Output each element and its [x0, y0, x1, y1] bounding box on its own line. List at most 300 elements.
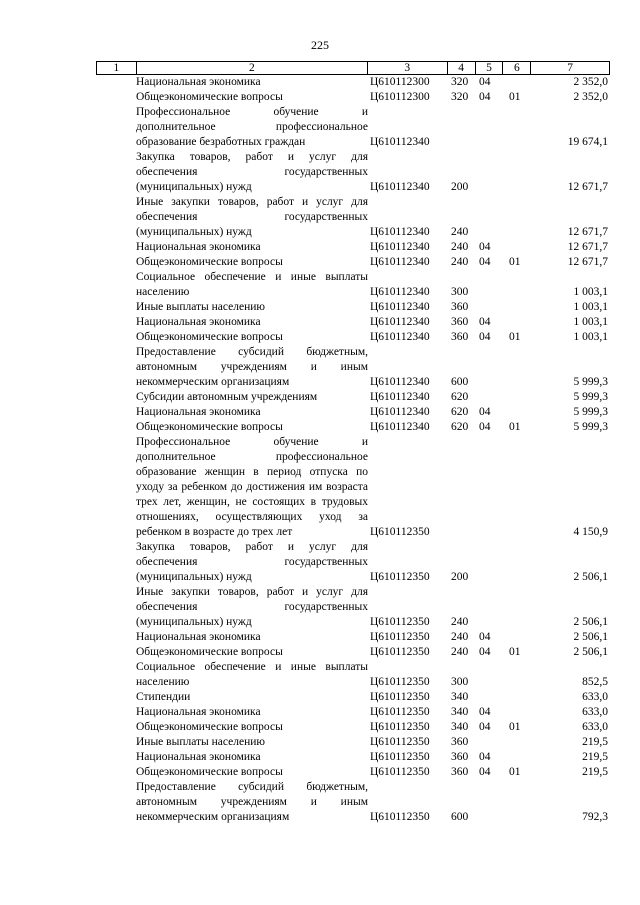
row-vr-text: 360 [451, 301, 469, 313]
row-sum-text: 633,0 [582, 691, 608, 703]
row-code-text: Ц610112300 [370, 76, 430, 88]
row-sum [532, 75, 610, 90]
row-name-text: Иные закупки товаров, работ и услуг для обеспечения государственных (муниципальных) нужд [136, 586, 368, 628]
row-code-text: Ц610112340 [370, 316, 430, 328]
row-sum [532, 630, 610, 645]
row-pr-text: 01 [509, 331, 521, 343]
row-vr-text: 360 [451, 736, 469, 748]
row-vr [448, 255, 476, 270]
row-sum [532, 690, 610, 705]
row-vr [448, 765, 476, 780]
row-vr-text: 240 [451, 631, 469, 643]
row-name [136, 240, 368, 255]
row-vr [448, 390, 476, 405]
row-name [136, 420, 368, 435]
row-code-text: Ц610112340 [370, 406, 430, 418]
row-code-text: Ц610112340 [370, 301, 430, 313]
row-sum-text: 219,5 [582, 736, 608, 748]
row-vr [448, 240, 476, 255]
row-spacer [96, 255, 136, 270]
table-row [96, 270, 610, 300]
row-name-text: Общеэкономические вопросы [136, 646, 283, 658]
row-pr [504, 780, 532, 825]
row-code [368, 300, 448, 315]
row-sum-text: 2 506,1 [573, 631, 608, 643]
table-row [96, 195, 610, 240]
row-name [136, 690, 368, 705]
row-rz [476, 435, 504, 540]
row-pr [504, 720, 532, 735]
table-row [96, 90, 610, 105]
row-vr [448, 150, 476, 195]
row-sum-text: 633,0 [582, 706, 608, 718]
row-spacer [96, 585, 136, 630]
row-vr [448, 690, 476, 705]
row-rz [476, 660, 504, 690]
row-vr [448, 435, 476, 540]
row-vr [448, 90, 476, 105]
row-code-text: Ц610112300 [370, 91, 430, 103]
row-code [368, 75, 448, 90]
row-pr-text: 01 [509, 721, 521, 733]
row-name-text: Закупка товаров, работ и услуг для обеспечения государственных (муниципальных) нужд [136, 151, 368, 193]
table-row [96, 240, 610, 255]
row-sum [532, 345, 610, 390]
row-name [136, 585, 368, 630]
row-pr [504, 750, 532, 765]
row-code-text: Ц610112340 [370, 241, 430, 253]
row-name-text: Национальная экономика [136, 406, 261, 418]
row-name-text: Социальное обеспечение и иные выплаты населению [136, 661, 368, 688]
row-code [368, 90, 448, 105]
row-name-text: Социальное обеспечение и иные выплаты населению [136, 271, 368, 298]
row-code [368, 405, 448, 420]
row-name [136, 645, 368, 660]
row-name [136, 150, 368, 195]
row-rz [476, 150, 504, 195]
row-vr [448, 345, 476, 390]
row-code [368, 330, 448, 345]
row-rz [476, 330, 504, 345]
row-sum [532, 780, 610, 825]
row-name-text: Профессиональное обучение и дополнительное профессиональное образование безработных граждан [136, 106, 368, 148]
row-rz [476, 405, 504, 420]
row-spacer [96, 630, 136, 645]
row-vr-text: 600 [451, 376, 469, 388]
row-rz [476, 300, 504, 315]
row-rz-text: 04 [479, 421, 491, 433]
row-code [368, 750, 448, 765]
row-code [368, 720, 448, 735]
table-row [96, 75, 610, 90]
row-sum [532, 390, 610, 405]
row-name-text: Общеэкономические вопросы [136, 766, 283, 778]
row-code [368, 645, 448, 660]
row-vr-text: 320 [451, 91, 469, 103]
row-code-text: Ц610112340 [370, 256, 430, 268]
row-sum [532, 660, 610, 690]
row-rz [476, 240, 504, 255]
row-vr [448, 750, 476, 765]
row-name [136, 705, 368, 720]
row-rz [476, 315, 504, 330]
row-sum [532, 540, 610, 585]
row-sum [532, 435, 610, 540]
row-code-text: Ц610112350 [370, 706, 430, 718]
row-name [136, 735, 368, 750]
row-code-text: Ц610112340 [370, 391, 430, 403]
row-vr-text: 360 [451, 331, 469, 343]
row-rz-text: 04 [479, 766, 491, 778]
row-vr-text: 340 [451, 721, 469, 733]
row-name [136, 765, 368, 780]
row-pr [504, 105, 532, 150]
row-spacer [96, 195, 136, 240]
table-body [96, 75, 610, 825]
row-name-text: Национальная экономика [136, 241, 261, 253]
row-sum [532, 90, 610, 105]
row-vr [448, 300, 476, 315]
row-code [368, 390, 448, 405]
row-rz [476, 645, 504, 660]
row-sum-text: 5 999,3 [573, 376, 608, 388]
row-rz-text: 04 [479, 751, 491, 763]
row-sum-text: 5 999,3 [573, 421, 608, 433]
row-name-text: Общеэкономические вопросы [136, 91, 283, 103]
row-rz [476, 345, 504, 390]
row-name [136, 300, 368, 315]
row-sum [532, 300, 610, 315]
row-spacer [96, 90, 136, 105]
row-spacer [96, 735, 136, 750]
row-spacer [96, 645, 136, 660]
row-vr-text: 240 [451, 646, 469, 658]
table-row [96, 150, 610, 195]
row-code [368, 240, 448, 255]
row-sum [532, 330, 610, 345]
row-vr [448, 195, 476, 240]
row-sum-text: 2 352,0 [573, 91, 608, 103]
row-pr [504, 390, 532, 405]
row-name-text: Стипендии [136, 691, 191, 703]
row-rz [476, 540, 504, 585]
row-pr-text: 01 [509, 421, 521, 433]
row-vr-text: 300 [451, 676, 469, 688]
row-spacer [96, 720, 136, 735]
row-code [368, 270, 448, 300]
row-pr-text: 01 [509, 646, 521, 658]
row-sum [532, 150, 610, 195]
row-spacer [96, 660, 136, 690]
row-pr [504, 765, 532, 780]
row-name-text: Национальная экономика [136, 706, 261, 718]
row-name-text: Общеэкономические вопросы [136, 721, 283, 733]
row-rz [476, 705, 504, 720]
row-spacer [96, 315, 136, 330]
row-name-text: Закупка товаров, работ и услуг для обеспечения государственных (муниципальных) нужд [136, 541, 368, 583]
row-sum [532, 735, 610, 750]
row-spacer [96, 105, 136, 150]
row-vr [448, 540, 476, 585]
row-rz-text: 04 [479, 646, 491, 658]
row-sum [532, 765, 610, 780]
row-name [136, 660, 368, 690]
row-vr [448, 270, 476, 300]
row-sum-text: 19 674,1 [567, 136, 608, 148]
header-col-2: 2 [137, 62, 368, 74]
row-sum-text: 2 506,1 [573, 646, 608, 658]
row-sum-text: 219,5 [582, 766, 608, 778]
row-code [368, 255, 448, 270]
row-vr-text: 240 [451, 616, 469, 628]
row-rz-text: 04 [479, 721, 491, 733]
row-sum-text: 2 352,0 [573, 76, 608, 88]
row-code [368, 195, 448, 240]
row-sum [532, 105, 610, 150]
row-code-text: Ц610112340 [370, 136, 430, 148]
row-code [368, 660, 448, 690]
row-rz [476, 585, 504, 630]
row-vr-text: 300 [451, 286, 469, 298]
row-vr-text: 340 [451, 706, 469, 718]
row-rz [476, 420, 504, 435]
row-code-text: Ц610112350 [370, 751, 430, 763]
row-name [136, 345, 368, 390]
table-row [96, 705, 610, 720]
row-vr [448, 405, 476, 420]
row-rz-text: 04 [479, 76, 491, 88]
row-sum-text: 219,5 [582, 751, 608, 763]
row-sum [532, 255, 610, 270]
row-code-text: Ц610112350 [370, 526, 430, 538]
row-sum [532, 240, 610, 255]
row-sum [532, 750, 610, 765]
row-sum-text: 1 003,1 [573, 286, 608, 298]
row-rz [476, 630, 504, 645]
row-pr [504, 75, 532, 90]
row-name [136, 435, 368, 540]
row-vr-text: 240 [451, 256, 469, 268]
header-col-6: 6 [503, 62, 531, 74]
row-spacer [96, 780, 136, 825]
row-name [136, 270, 368, 300]
row-code [368, 630, 448, 645]
row-code-text: Ц610112350 [370, 631, 430, 643]
table-row [96, 540, 610, 585]
row-pr [504, 435, 532, 540]
row-code [368, 690, 448, 705]
row-rz [476, 75, 504, 90]
row-name [136, 315, 368, 330]
table-row [96, 105, 610, 150]
row-vr-text: 200 [451, 571, 469, 583]
row-code-text: Ц610112350 [370, 736, 430, 748]
row-code [368, 765, 448, 780]
row-sum [532, 585, 610, 630]
row-name [136, 780, 368, 825]
table-row [96, 630, 610, 645]
row-vr [448, 705, 476, 720]
row-code-text: Ц610112350 [370, 571, 430, 583]
row-sum-text: 12 671,7 [567, 256, 608, 268]
row-code-text: Ц610112340 [370, 376, 430, 388]
row-name [136, 630, 368, 645]
row-pr [504, 195, 532, 240]
row-rz [476, 750, 504, 765]
row-code [368, 735, 448, 750]
row-rz [476, 390, 504, 405]
row-code [368, 705, 448, 720]
row-sum-text: 12 671,7 [567, 181, 608, 193]
row-name [136, 90, 368, 105]
table-row [96, 300, 610, 315]
row-rz-text: 04 [479, 316, 491, 328]
row-rz-text: 04 [479, 631, 491, 643]
table-row [96, 750, 610, 765]
row-spacer [96, 750, 136, 765]
table-row [96, 585, 610, 630]
row-code-text: Ц610112350 [370, 676, 430, 688]
header-col-4: 4 [448, 62, 476, 74]
row-vr [448, 75, 476, 90]
row-name [136, 720, 368, 735]
row-rz [476, 735, 504, 750]
row-vr [448, 105, 476, 150]
row-vr-text: 600 [451, 811, 469, 823]
row-sum-text: 4 150,9 [573, 526, 608, 538]
table-row [96, 405, 610, 420]
table-row [96, 660, 610, 690]
row-code-text: Ц610112350 [370, 721, 430, 733]
row-pr [504, 330, 532, 345]
row-rz-text: 04 [479, 241, 491, 253]
row-vr-text: 240 [451, 226, 469, 238]
row-sum [532, 720, 610, 735]
row-pr-text: 01 [509, 91, 521, 103]
row-spacer [96, 75, 136, 90]
row-code-text: Ц610112350 [370, 646, 430, 658]
row-name [136, 105, 368, 150]
row-rz-text: 04 [479, 706, 491, 718]
row-spacer [96, 300, 136, 315]
row-name-text: Национальная экономика [136, 751, 261, 763]
row-code-text: Ц610112350 [370, 811, 430, 823]
row-name [136, 750, 368, 765]
row-code [368, 780, 448, 825]
table-row [96, 765, 610, 780]
row-code [368, 435, 448, 540]
row-spacer [96, 390, 136, 405]
row-pr [504, 705, 532, 720]
row-pr [504, 90, 532, 105]
row-name [136, 405, 368, 420]
row-code-text: Ц610112340 [370, 226, 430, 238]
row-pr-text: 01 [509, 766, 521, 778]
row-vr [448, 330, 476, 345]
row-name-text: Общеэкономические вопросы [136, 421, 283, 433]
row-vr-text: 320 [451, 76, 469, 88]
row-sum-text: 2 506,1 [573, 616, 608, 628]
header-col-5: 5 [476, 62, 504, 74]
table-row [96, 645, 610, 660]
row-vr-text: 200 [451, 181, 469, 193]
row-sum-text: 852,5 [582, 676, 608, 688]
row-sum-text: 1 003,1 [573, 301, 608, 313]
row-rz-text: 04 [479, 91, 491, 103]
row-name [136, 75, 368, 90]
row-name [136, 330, 368, 345]
row-rz [476, 765, 504, 780]
row-code [368, 585, 448, 630]
row-sum-text: 12 671,7 [567, 226, 608, 238]
row-code-text: Ц610112340 [370, 421, 430, 433]
row-pr-text: 01 [509, 256, 521, 268]
row-code-text: Ц610112350 [370, 766, 430, 778]
row-name-text: Общеэкономические вопросы [136, 331, 283, 343]
row-code-text: Ц610112340 [370, 286, 430, 298]
row-pr [504, 735, 532, 750]
row-vr [448, 315, 476, 330]
row-vr [448, 780, 476, 825]
row-pr [504, 255, 532, 270]
row-rz [476, 720, 504, 735]
row-pr [504, 270, 532, 300]
row-spacer [96, 405, 136, 420]
budget-table [96, 61, 610, 825]
row-vr-text: 340 [451, 691, 469, 703]
row-code-text: Ц610112350 [370, 616, 430, 628]
row-spacer [96, 420, 136, 435]
row-vr-text: 620 [451, 406, 469, 418]
row-name-text: Субсидии автономным учреждениям [136, 391, 318, 403]
row-rz [476, 255, 504, 270]
row-name-text: Общеэкономические вопросы [136, 256, 283, 268]
table-row [96, 720, 610, 735]
row-name [136, 255, 368, 270]
row-pr [504, 645, 532, 660]
row-sum-text: 792,3 [582, 811, 608, 823]
row-spacer [96, 435, 136, 540]
row-spacer [96, 240, 136, 255]
table-row [96, 780, 610, 825]
row-pr [504, 690, 532, 705]
row-rz [476, 105, 504, 150]
row-name-text: Национальная экономика [136, 631, 261, 643]
table-header [96, 61, 610, 75]
row-name-text: Предоставление субсидий бюджетным, автономным учреждениям и иным некоммерческим организациям [136, 346, 368, 388]
table-row [96, 435, 610, 540]
row-pr [504, 630, 532, 645]
row-sum-text: 1 003,1 [573, 331, 608, 343]
row-vr [448, 735, 476, 750]
header-col-7: 7 [567, 62, 574, 74]
row-name-text: Иные выплаты населению [136, 736, 265, 748]
row-spacer [96, 540, 136, 585]
row-vr [448, 630, 476, 645]
row-vr-text: 360 [451, 751, 469, 763]
table-row [96, 390, 610, 405]
row-vr [448, 585, 476, 630]
row-sum-text: 5 999,3 [573, 406, 608, 418]
header-col-1: 1 [97, 62, 137, 74]
page-number: 225 [311, 38, 329, 52]
row-name [136, 540, 368, 585]
row-sum-text: 5 999,3 [573, 391, 608, 403]
row-code [368, 150, 448, 195]
row-pr [504, 660, 532, 690]
row-rz [476, 270, 504, 300]
row-spacer [96, 765, 136, 780]
